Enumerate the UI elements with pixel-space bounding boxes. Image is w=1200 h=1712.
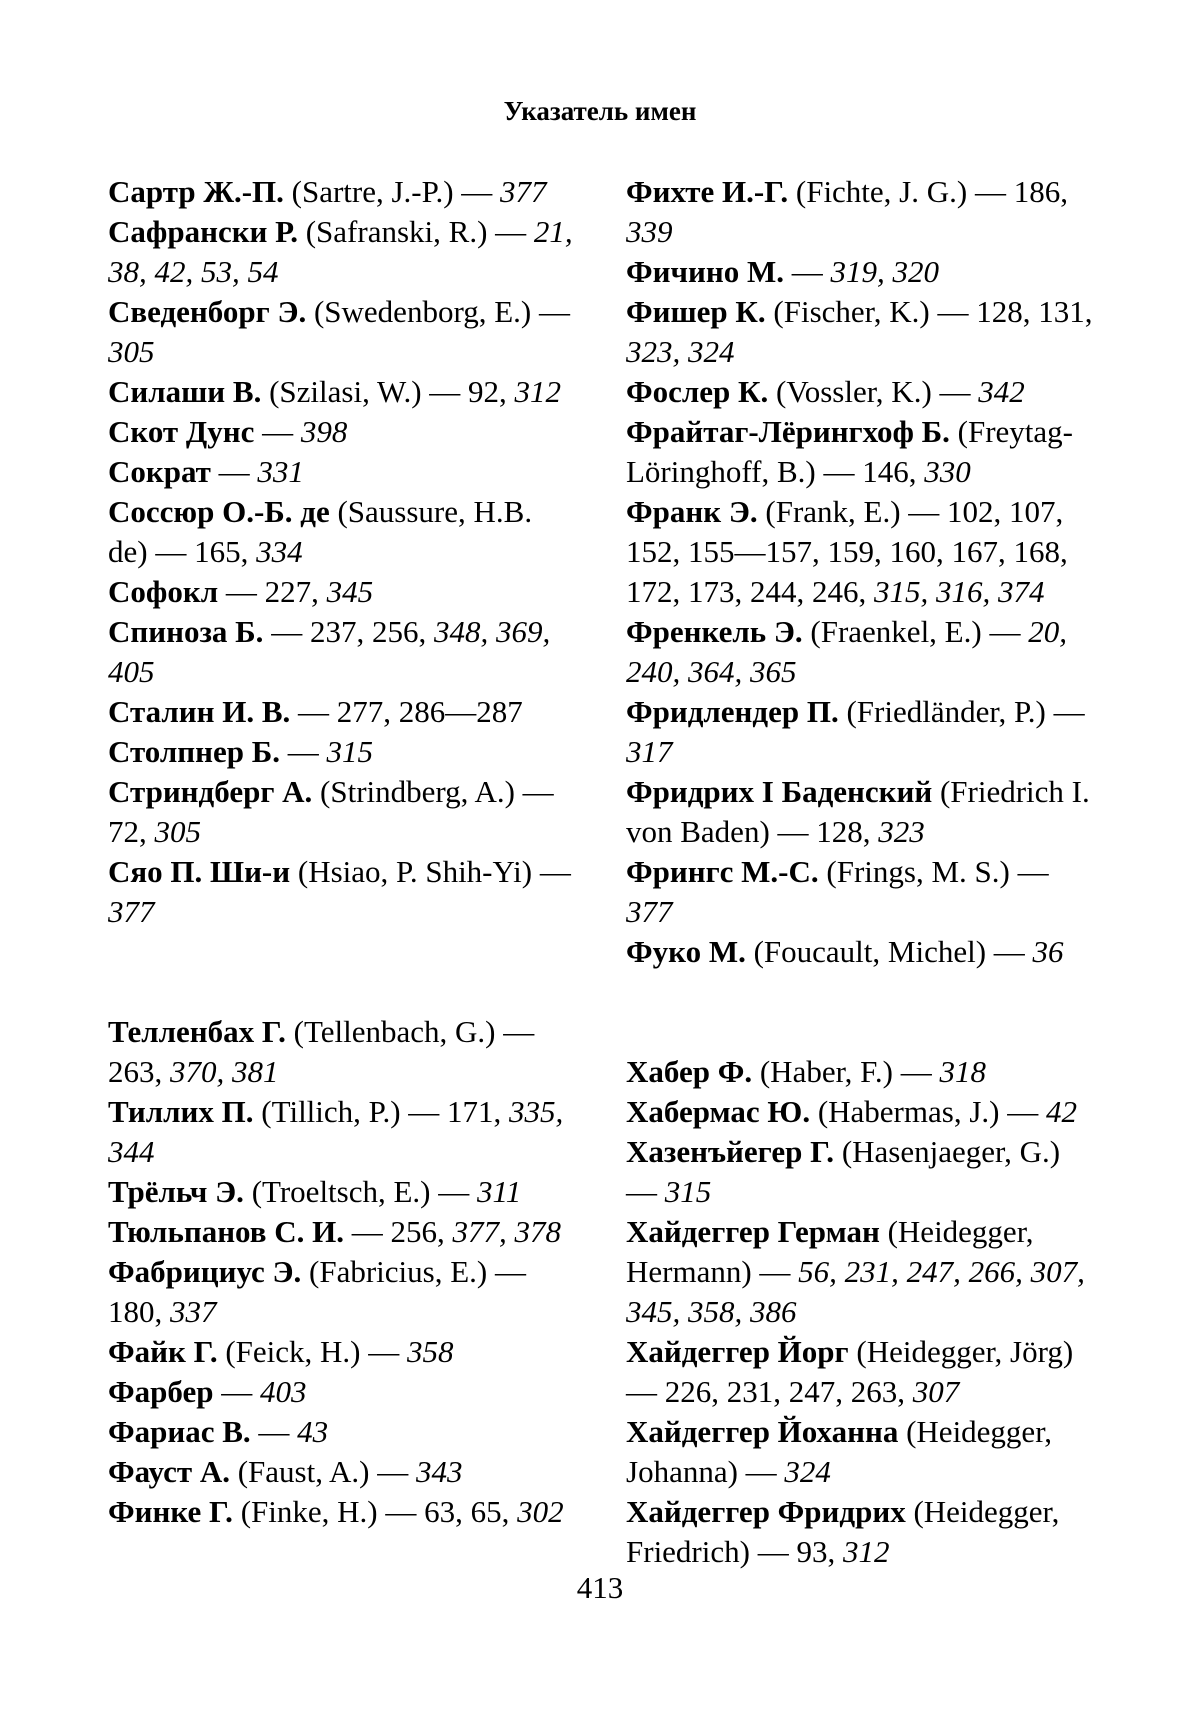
entry-pages-italic: 339 — [626, 214, 673, 249]
entry-details: (Tellenbach, G.) — — [285, 1014, 535, 1049]
index-letter-block — [108, 1012, 578, 1532]
entry-name: Сартр Ж.-П. — [108, 174, 284, 209]
entry-pages-italic: 302 — [517, 1494, 564, 1529]
entry-details: (Sartre, J.-P.) — — [283, 174, 501, 209]
entry-pages-italic: 337 — [170, 1294, 217, 1329]
entry-pages-italic: 311 — [477, 1174, 522, 1209]
index-entry — [626, 252, 1096, 292]
entry-details: (Tillich, P.) — — [253, 1094, 448, 1129]
entry-name: Фабрициус Э. — [108, 1254, 302, 1289]
entry-name: Фихте И.-Г. — [626, 174, 789, 209]
entry-details: — — [290, 694, 337, 729]
index-entry — [108, 1492, 578, 1532]
index-entry — [626, 1132, 1096, 1212]
entry-pages-italic: 305 — [154, 814, 201, 849]
index-entry — [626, 412, 1096, 492]
entry-details: (Swedenborg, E.) — — [306, 294, 570, 329]
entry-pages-italic: 403 — [259, 1374, 307, 1409]
index-entry — [626, 1212, 1096, 1332]
index-column-left — [108, 172, 578, 1532]
index-entry — [108, 372, 578, 412]
entry-name: Фарбер — [108, 1374, 214, 1409]
entry-details: (Vossler, K.) — — [768, 374, 979, 409]
entry-details: (Freytag-Löringhoff, B.) — — [626, 414, 1073, 489]
entry-pages: 93, — [796, 1534, 843, 1569]
index-entry — [626, 292, 1096, 372]
entry-name: Тюльпанов С. И. — [108, 1214, 345, 1249]
index-entry — [108, 1212, 578, 1252]
index-entry — [626, 492, 1096, 612]
entry-name: Сталин И. В. — [108, 694, 291, 729]
index-entry — [108, 1332, 578, 1372]
index-entry — [626, 1492, 1096, 1572]
entry-name: Хабер Ф. — [626, 1054, 753, 1089]
index-letter-block — [108, 172, 578, 932]
entry-name: Силаши В. — [108, 374, 262, 409]
entry-name: Фишер К. — [626, 294, 766, 329]
entry-details: (Friedrich I. von Baden) — — [626, 774, 1090, 849]
index-entry — [626, 612, 1096, 692]
entry-details: (Saussure, H.B. de) — — [108, 494, 533, 569]
entry-pages-italic: 398 — [300, 414, 348, 449]
entry-details: (Szilasi, W.) — — [261, 374, 469, 409]
page-header: Указатель имен — [503, 96, 697, 126]
index-entry — [108, 1372, 578, 1412]
entry-details: (Heidegger, Friedrich) — — [626, 1494, 1060, 1569]
letter-gap — [108, 932, 578, 1012]
entry-details: — — [344, 1214, 391, 1249]
index-entry — [108, 852, 578, 932]
index-entry — [626, 932, 1096, 972]
entry-name: Сафрански Р. — [108, 214, 298, 249]
index-entry — [626, 172, 1096, 252]
entry-details: (Troeltsch, E.) — — [243, 1174, 477, 1209]
entry-details: (Heidegger, Jörg) — — [626, 1334, 1074, 1409]
entry-pages-italic: 348, 369, 405 — [108, 614, 551, 689]
entry-pages: 263, — [108, 1054, 170, 1089]
entry-name: Спиноза Б. — [108, 614, 264, 649]
entry-details: (Heidegger, Johanna) — — [626, 1414, 1053, 1489]
entry-pages-italic: 342 — [978, 374, 1025, 409]
index-entry — [108, 212, 578, 292]
entry-details: — — [783, 254, 831, 289]
entry-pages: 237, 256, — [309, 614, 434, 649]
entry-pages-italic: 377 — [500, 174, 547, 209]
entry-name: Финке Г. — [108, 1494, 233, 1529]
entry-details: (Heidegger, Hermann) — — [626, 1214, 1034, 1289]
entry-details: (Friedländer, P.) — — [838, 694, 1085, 729]
entry-name: Фариас В. — [108, 1414, 251, 1449]
entry-name: Френкель Э. — [626, 614, 803, 649]
entry-name: Скот Дунс — [108, 414, 255, 449]
index-entry — [626, 1332, 1096, 1412]
entry-name: Фослер К. — [626, 374, 769, 409]
entry-name: Хазенъйегер Г. — [626, 1134, 835, 1169]
entry-pages-italic: 358 — [406, 1334, 454, 1369]
index-column-right — [626, 172, 1096, 1572]
entry-pages-italic: 315 — [664, 1174, 712, 1209]
entry-details: (Haber, F.) — — [752, 1054, 940, 1089]
index-entry — [626, 852, 1096, 932]
entry-details: (Safranski, R.) — — [297, 214, 534, 249]
entry-details: — — [263, 614, 310, 649]
entry-details: (Fischer, K.) — — [765, 294, 977, 329]
entry-pages-italic: 377 — [626, 894, 673, 929]
index-entry — [108, 732, 578, 772]
entry-name: Хайдеггер Йорг — [626, 1334, 849, 1369]
entry-name: Сократ — [108, 454, 211, 489]
index-letter-block — [626, 172, 1096, 972]
entry-name: Фичино М. — [626, 254, 784, 289]
index-entry — [108, 612, 578, 692]
entry-details: — — [213, 1374, 260, 1409]
entry-pages-italic: 312 — [842, 1534, 890, 1569]
entry-name: Сяо П. Ши-и — [108, 854, 291, 889]
entry-name: Хайдеггер Фридрих — [626, 1494, 906, 1529]
entry-pages: 256, — [390, 1214, 453, 1249]
entry-name: Сведенборг Э. — [108, 294, 307, 329]
page-number: 413 — [576, 1570, 624, 1605]
index-entry — [108, 172, 578, 212]
entry-details: — — [250, 1414, 298, 1449]
index-entry — [108, 1092, 578, 1172]
entry-name: Столпнер Б. — [108, 734, 280, 769]
entry-details: (Fabricius, E.) — — [301, 1254, 526, 1289]
entry-pages-italic: 335, 344 — [108, 1094, 564, 1169]
entry-pages-italic: 312 — [514, 374, 562, 409]
entry-pages: 128, — [816, 814, 879, 849]
entry-name: Фрайтаг-Лёрингхоф Б. — [626, 414, 950, 449]
entry-pages-italic: 307 — [912, 1374, 960, 1409]
index-entry — [626, 772, 1096, 852]
entry-details: (Frank, E.) — — [757, 494, 948, 529]
entry-pages: 277, 286—287 — [336, 694, 523, 729]
entry-pages-italic: 323, 324 — [626, 334, 735, 369]
entry-pages-italic: 315, 316, 374 — [874, 574, 1045, 609]
entry-name: Фридрих I Баденский — [626, 774, 933, 809]
entry-pages-italic: 370, 381 — [170, 1054, 279, 1089]
entry-pages: 186, — [1013, 174, 1068, 209]
index-entry — [108, 1252, 578, 1332]
entry-pages-italic: 42 — [1045, 1094, 1077, 1129]
entry-pages-italic: 331 — [257, 454, 304, 489]
entry-pages-italic: 315 — [326, 734, 373, 769]
index-entry — [626, 1052, 1096, 1092]
entry-details: (Habermas, J.) — — [810, 1094, 1046, 1129]
entry-pages-italic: 377, 378 — [452, 1214, 562, 1249]
entry-pages: 165, — [194, 534, 257, 569]
index-entry — [108, 1452, 578, 1492]
entry-details: (Fichte, J. G.) — — [788, 174, 1014, 209]
entry-pages-italic: 56, 231, 247, 266, 307, 345, 358, 386 — [626, 1254, 1085, 1329]
entry-details: (Frings, M. S.) — — [818, 854, 1049, 889]
entry-pages-italic: 305 — [108, 334, 155, 369]
entry-details: (Foucault, Michel) — — [745, 934, 1033, 969]
index-entry — [108, 1172, 578, 1212]
entry-pages-italic: 377 — [108, 894, 155, 929]
entry-name: Софокл — [108, 574, 219, 609]
entry-name: Тиллих П. — [108, 1094, 254, 1129]
entry-pages-italic: 317 — [626, 734, 673, 769]
entry-pages-italic: 345 — [326, 574, 374, 609]
entry-name: Трёльч Э. — [108, 1174, 244, 1209]
entry-details: (Finke, H.) — — [232, 1494, 425, 1529]
entry-pages: 63, 65, — [424, 1494, 518, 1529]
entry-name: Фауст А. — [108, 1454, 230, 1489]
index-entry — [108, 292, 578, 372]
entry-pages: 128, 131, — [976, 294, 1093, 329]
index-entry — [626, 1412, 1096, 1492]
index-entry — [108, 772, 578, 852]
index-entry — [108, 412, 578, 452]
entry-details: (Fraenkel, E.) — — [802, 614, 1029, 649]
entry-details: — — [280, 734, 327, 769]
entry-pages: 171, — [447, 1094, 510, 1129]
entry-details: — — [210, 454, 258, 489]
entry-name: Соссюр О.-Б. де — [108, 494, 330, 529]
entry-pages-italic: 36 — [1032, 934, 1064, 969]
entry-details: (Hsiao, P. Shih-Yi) — — [290, 854, 571, 889]
entry-name: Фрингс М.-С. — [626, 854, 819, 889]
entry-pages-italic: 323 — [878, 814, 925, 849]
index-entry — [108, 492, 578, 572]
entry-details: (Strindberg, A.) — — [312, 774, 554, 809]
entry-pages-italic: 21, 38, 42, 53, 54 — [108, 214, 573, 289]
index-entry — [108, 1012, 578, 1092]
index-entry — [108, 1412, 578, 1452]
entry-name: Франк Э. — [626, 494, 758, 529]
index-entry — [626, 1092, 1096, 1132]
index-entry — [108, 452, 578, 492]
entry-name: Хайдеггер Йоханна — [626, 1414, 899, 1449]
entry-pages-italic: 324 — [784, 1454, 831, 1489]
index-letter-block — [626, 1052, 1096, 1572]
entry-pages: 226, 231, 247, 263, — [664, 1374, 913, 1409]
entry-name: Хайдеггер Герман — [626, 1214, 880, 1249]
entry-pages-italic: 43 — [297, 1414, 329, 1449]
entry-details: (Hasenjaeger, G.) — — [626, 1134, 1061, 1209]
entry-pages-italic: 20, 240, 364, 365 — [626, 614, 1067, 689]
entry-name: Хабермас Ю. — [626, 1094, 811, 1129]
entry-name: Стриндберг А. — [108, 774, 313, 809]
letter-gap — [626, 972, 1096, 1052]
index-entry — [626, 372, 1096, 412]
entry-name: Телленбах Г. — [108, 1014, 286, 1049]
entry-pages-italic: 343 — [415, 1454, 463, 1489]
entry-pages-italic: 319, 320 — [830, 254, 939, 289]
entry-pages-italic: 318 — [939, 1054, 987, 1089]
entry-pages: 72, — [108, 814, 155, 849]
entry-pages-italic: 330 — [924, 454, 971, 489]
entry-pages: 180, — [108, 1294, 170, 1329]
entry-details: (Feick, H.) — — [217, 1334, 407, 1369]
entry-name: Фридлендер П. — [626, 694, 839, 729]
entry-details: (Faust, A.) — — [229, 1454, 416, 1489]
entry-pages: 92, — [468, 374, 515, 409]
entry-pages: 227, — [264, 574, 327, 609]
entry-pages: 146, — [862, 454, 925, 489]
entry-details: — — [254, 414, 301, 449]
index-entry — [108, 692, 578, 732]
index-entry — [626, 692, 1096, 772]
entry-pages-italic: 334 — [256, 534, 303, 569]
entry-details: — — [218, 574, 265, 609]
entry-name: Фуко М. — [626, 934, 746, 969]
entry-pages: 102, 107, 152, 155—157, 159, 160, 167, 168, 172, 173, 244, 246, — [626, 494, 1068, 609]
entry-name: Файк Г. — [108, 1334, 218, 1369]
index-entry — [108, 572, 578, 612]
